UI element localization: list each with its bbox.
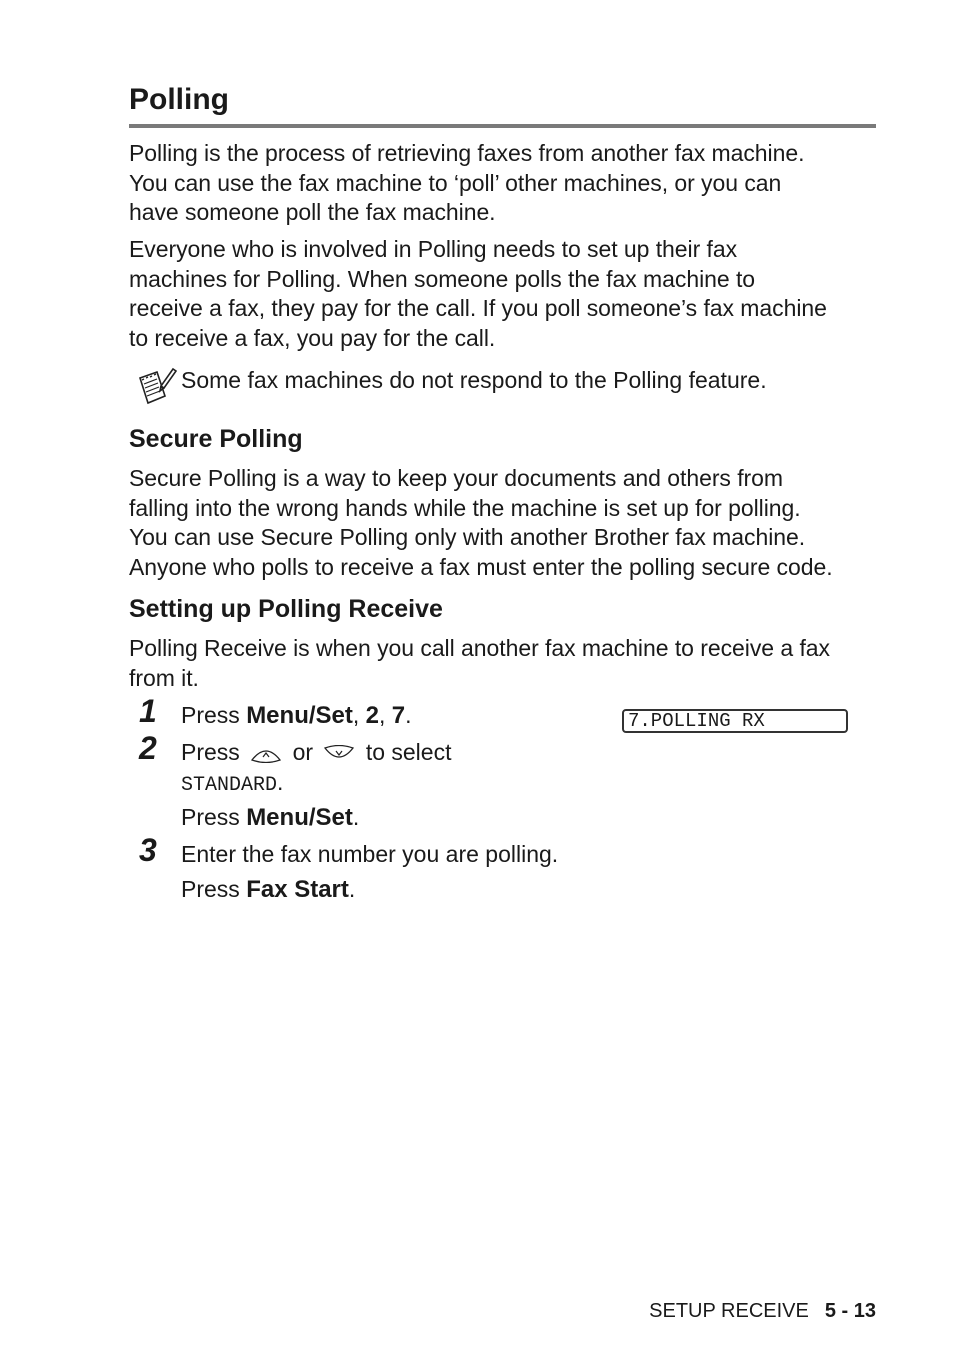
text-line: falling into the wrong hands while the machine is set up for polling. — [129, 494, 801, 521]
step-text: Press — [181, 702, 247, 728]
section-heading-secure-polling: Secure Polling — [129, 425, 303, 453]
page-number: 5 - 13 — [824, 1300, 876, 1322]
up-arrow-key-icon — [250, 745, 282, 763]
step-text: . — [405, 702, 412, 728]
intro-paragraph-2 — [129, 235, 876, 354]
step-text: , — [379, 702, 392, 728]
step-2-press — [181, 802, 359, 833]
text-line: Polling Receive is when you call another fax machine to receive a fax — [129, 635, 830, 661]
text-line: receive a fax, they pay for the call. If you poll someone’s fax machine — [129, 295, 827, 322]
step-number-3: 3 — [139, 832, 157, 868]
text-line: to receive a fax, you pay for the call. — [129, 325, 496, 352]
step-number-1: 1 — [139, 693, 157, 729]
step-3-press — [181, 874, 355, 905]
step-2-text — [181, 737, 451, 767]
step-text: or — [292, 739, 314, 765]
text-line: You can use the fax machine to ‘poll’ other machines, or you can — [129, 169, 782, 196]
step-text: Press — [181, 739, 240, 765]
step-2-option — [181, 767, 283, 801]
text-line: Polling is the process of retrieving faxes from another fax machine. — [129, 140, 805, 166]
title-rule — [129, 124, 876, 128]
key-2: 2 — [365, 702, 380, 729]
key-fax-start: Fax Start — [246, 876, 349, 903]
step-1-text — [181, 700, 412, 731]
text-line: Everyone who is involved in Polling needs to set up their fax — [129, 236, 738, 262]
receive-paragraph — [129, 634, 876, 693]
down-arrow-key-icon — [323, 745, 355, 763]
text-line: have someone poll the fax machine. — [129, 199, 496, 226]
text-line: You can use Secure Polling only with another Brother fax machine. — [129, 524, 806, 551]
step-text: Press — [181, 804, 247, 830]
step-number-2: 2 — [139, 730, 157, 766]
footer-section: SETUP RECEIVE — [649, 1300, 809, 1322]
key-7: 7 — [391, 702, 406, 729]
note-text: Some fax machines do not respond to the Polling feature. — [181, 367, 767, 393]
step-text: Press — [181, 876, 247, 902]
note-pad-icon — [135, 366, 177, 408]
page-footer — [649, 1300, 876, 1323]
step-text: . — [348, 876, 356, 902]
step-3-text: Enter the fax number you are polling. — [181, 841, 559, 867]
text-line: Anyone who polls to receive a fax must enter the polling secure code. — [129, 554, 833, 581]
page-title: Polling — [129, 83, 229, 116]
intro-paragraph-1 — [129, 139, 876, 228]
step-text: . — [277, 769, 284, 795]
step-text: , — [352, 702, 366, 728]
key-menu-set: Menu/Set — [246, 702, 353, 729]
key-menu-set: Menu/Set — [246, 804, 353, 831]
section-heading-polling-receive: Setting up Polling Receive — [129, 595, 443, 623]
step-text: . — [352, 804, 360, 830]
secure-paragraph — [129, 464, 876, 583]
lcd-display: 7.POLLING RX — [622, 709, 848, 733]
text-line: from it. — [129, 664, 199, 691]
text-line: Secure Polling is a way to keep your documents and others from — [129, 465, 784, 491]
option-standard: STANDARD — [181, 774, 278, 797]
step-text: to select — [365, 739, 452, 765]
text-line: machines for Polling. When someone polls the fax machine to — [129, 265, 756, 292]
